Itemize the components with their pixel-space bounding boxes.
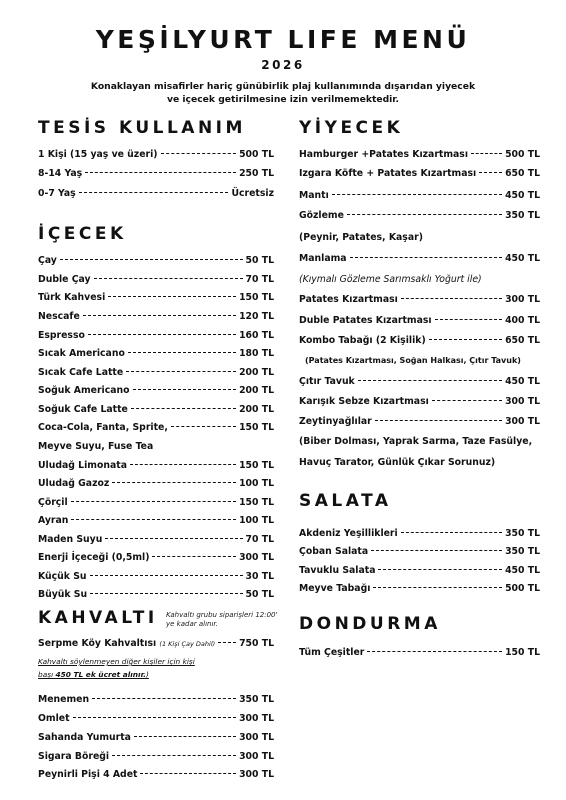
menu-item-continued: Meyve Suyu, Fuse Tea: [38, 441, 154, 452]
menu-item: [38, 497, 274, 511]
item-price: 100 TL: [239, 515, 274, 526]
menu-item: [299, 396, 540, 410]
leader-dots: [73, 716, 237, 718]
leader-dots: [171, 425, 236, 427]
item-name: Izgara Köfte + Patates Kızartması: [299, 168, 477, 179]
menu-item: [299, 210, 540, 224]
item-name: Menemen: [38, 694, 90, 705]
item-price: 300 TL: [239, 751, 274, 762]
leader-dots: [88, 333, 236, 335]
item-price: 120 TL: [239, 311, 274, 322]
item-price: 450 TL: [505, 190, 540, 201]
item-price: 200 TL: [239, 367, 274, 378]
leader-dots: [140, 772, 236, 774]
menu-item: [299, 190, 540, 204]
leader-dots: [435, 318, 502, 320]
item-name: 1 Kişi (15 yaş ve üzeri): [38, 149, 158, 160]
item-name: Akdeniz Yeşillikleri: [299, 528, 398, 539]
zeytinyaglilar-note-line1: (Biber Dolması, Yaprak Sarma, Taze Fasülye,: [299, 436, 533, 447]
item-price: 160 TL: [239, 330, 274, 341]
item-price: 750 TL: [239, 638, 274, 649]
menu-item: [38, 292, 274, 306]
item-name: Hamburger +Patates Kızartması: [299, 149, 469, 160]
menu-item: [299, 565, 540, 579]
item-name: 0-7 Yaş: [38, 188, 76, 199]
leader-dots: [371, 549, 502, 551]
menu-item: [38, 404, 274, 418]
item-price: 650 TL: [505, 335, 540, 346]
item-price: 650 TL: [505, 168, 540, 179]
item-name: Uludağ Gazoz: [38, 478, 110, 489]
item-price: 300 TL: [505, 416, 540, 427]
menu-item: [38, 589, 274, 603]
item-name: Küçük Su: [38, 571, 87, 582]
menu-item: [38, 571, 274, 585]
item-price: 350 TL: [505, 546, 540, 557]
menu-item: [299, 168, 540, 182]
item-price: 300 TL: [505, 396, 540, 407]
item-name: Gözleme: [299, 210, 344, 221]
menu-item: [299, 315, 540, 329]
item-price: 50 TL: [245, 589, 274, 600]
note-fee: 450 TL ek ücret alınır.: [55, 670, 146, 679]
item-price: 500 TL: [505, 583, 540, 594]
menu-item: [299, 647, 540, 661]
item-price: 500 TL: [505, 149, 540, 160]
leader-dots: [60, 258, 243, 260]
extra-person-note-line1: Kahvaltı söylenmeyen diğer kişiler için kişi: [38, 657, 195, 666]
leader-dots: [71, 500, 236, 502]
item-price: 250 TL: [239, 168, 274, 179]
item-name: Çörçil: [38, 497, 68, 508]
item-price: 300 TL: [239, 713, 274, 724]
item-price: 150 TL: [239, 422, 274, 433]
leader-dots: [112, 481, 236, 483]
gozleme-note: (Peynir, Patates, Kaşar): [299, 232, 423, 243]
item-price: 400 TL: [505, 315, 540, 326]
leader-dots: [79, 191, 229, 193]
item-price: 450 TL: [505, 253, 540, 264]
item-name: 8-14 Yaş: [38, 168, 83, 179]
item-name: Karışık Sebze Kızartması: [299, 396, 429, 407]
item-name: Serpme Köy Kahvaltısı: [38, 638, 157, 649]
menu-item: [38, 274, 274, 288]
item-price: 300 TL: [505, 294, 540, 305]
item-name: Tüm Çeşitler: [299, 647, 365, 658]
item-price: 350 TL: [239, 694, 274, 705]
leader-dots: [130, 463, 236, 465]
section-title-yiyecek: YİYECEK: [299, 118, 404, 138]
item-name: Maden Suyu: [38, 534, 103, 545]
menu-item: [299, 253, 540, 267]
item-price: 450 TL: [505, 565, 540, 576]
item-name: Coca-Cola, Fanta, Sprite,: [38, 422, 168, 433]
item-name: Duble Çay: [38, 274, 91, 285]
item-name: Peynirli Pişi 4 Adet: [38, 769, 138, 780]
note-suffix: ): [145, 670, 149, 679]
menu-item: [38, 751, 274, 765]
leader-dots: [134, 735, 236, 737]
item-name: Türk Kahvesi: [38, 292, 106, 303]
menu-item: [299, 546, 540, 560]
outside-food-notice: Konaklayan misafirler hariç günübirlik plaj kullanımında dışarıdan yiyecek ve içecek getirilmesine izin verilmemektedir.: [90, 81, 476, 105]
section-title-tesis: TESİS KULLANIM: [38, 118, 246, 138]
item-price: 300 TL: [239, 732, 274, 743]
item-name: Zeytinyağlılar: [299, 416, 372, 427]
menu-item: [299, 376, 540, 390]
section-title-kahvalti: KAHVALTI: [38, 608, 158, 628]
item-name: Mantı: [299, 190, 329, 201]
item-price: 100 TL: [239, 478, 274, 489]
menu-item: [38, 168, 274, 182]
item-name: Patates Kızartması: [299, 294, 398, 305]
leader-dots: [347, 213, 502, 215]
leader-dots: [471, 152, 502, 154]
leader-dots: [85, 171, 236, 173]
item-price: 180 TL: [239, 348, 274, 359]
leader-dots: [218, 641, 236, 643]
menu-item: [38, 713, 274, 727]
item-name: Sahanda Yumurta: [38, 732, 131, 743]
menu-year: 2026: [261, 58, 305, 72]
item-name: Meyve Tabağı: [299, 583, 371, 594]
item-name: Espresso: [38, 330, 85, 341]
menu-item: [299, 335, 540, 349]
menu-item: [38, 478, 274, 492]
leader-dots: [126, 370, 236, 372]
item-name: Ayran: [38, 515, 69, 526]
left-column: [38, 0, 278, 800]
section-title-icecek: İÇECEK: [38, 224, 127, 244]
item-price: 350 TL: [505, 528, 540, 539]
item-price: 150 TL: [239, 292, 274, 303]
menu-item-serpme: [38, 638, 274, 652]
item-name: Tavuklu Salata: [299, 565, 376, 576]
section-title-dondurma: DONDURMA: [299, 614, 441, 634]
leader-dots: [131, 407, 236, 409]
manlama-note: (Kıymalı Gözleme Sarımsaklı Yoğurt ile): [299, 274, 482, 285]
item-price: 200 TL: [239, 404, 274, 415]
item-price: Ücretsiz: [231, 188, 274, 199]
menu-item: [38, 732, 274, 746]
menu-item: [299, 416, 540, 430]
item-name: Çoban Salata: [299, 546, 369, 557]
item-price: 500 TL: [239, 149, 274, 160]
item-extra: (1 Kişi Çay Dahil): [159, 640, 216, 648]
menu-item: [38, 255, 274, 269]
item-price: 300 TL: [239, 552, 274, 563]
menu-item: [38, 330, 274, 344]
leader-dots: [92, 697, 236, 699]
item-price: 450 TL: [505, 376, 540, 387]
item-price: 150 TL: [505, 647, 540, 658]
menu-title: YEŞİLYURT LIFE MENÜ: [95, 25, 471, 54]
item-name: Duble Patates Kızartması: [299, 315, 432, 326]
item-price: 150 TL: [239, 497, 274, 508]
menu-item: [38, 769, 274, 783]
item-name: Büyük Su: [38, 589, 88, 600]
item-name: Soğuk Americano: [38, 385, 130, 396]
leader-dots: [90, 574, 243, 576]
menu-item: [38, 422, 274, 436]
leader-dots: [373, 586, 502, 588]
leader-dots: [90, 592, 242, 594]
leader-dots: [429, 338, 502, 340]
menu-item: [299, 294, 540, 308]
item-name: Sıcak Cafe Latte: [38, 367, 124, 378]
leader-dots: [128, 351, 236, 353]
menu-item: [38, 188, 274, 202]
menu-item: [38, 534, 274, 548]
item-price: 50 TL: [245, 255, 274, 266]
right-column: [299, 0, 540, 800]
leader-dots: [108, 295, 236, 297]
item-name: Enerji İçeceği (0,5ml): [38, 552, 150, 563]
item-name: Çıtır Tavuk: [299, 376, 355, 387]
section-title-salata: SALATA: [299, 491, 392, 511]
leader-dots: [94, 277, 243, 279]
item-name: Uludağ Limonata: [38, 460, 127, 471]
leader-dots: [378, 568, 502, 570]
leader-dots: [83, 314, 236, 316]
leader-dots: [133, 388, 237, 390]
leader-dots: [479, 171, 502, 173]
zeytinyaglilar-note-line2: Havuç Tarator, Günlük Çıkar Sorunuz): [299, 457, 496, 468]
leader-dots: [432, 399, 502, 401]
leader-dots: [358, 379, 502, 381]
menu-item: [38, 515, 274, 529]
item-name: Sıcak Americano: [38, 348, 125, 359]
menu-item: [38, 311, 274, 325]
menu-item: [38, 694, 274, 708]
item-name: Kombo Tabağı (2 Kişilik): [299, 335, 426, 346]
note-prefix: başı: [38, 670, 56, 679]
menu-item: [299, 149, 540, 163]
item-price: 350 TL: [505, 210, 540, 221]
menu-item: [38, 149, 274, 163]
menu-item: [38, 367, 274, 381]
menu-item: [38, 348, 274, 362]
kombo-note: (Patates Kızartması, Soğan Halkası, Çıtır Tavuk): [305, 356, 521, 365]
item-price: 70 TL: [245, 534, 274, 545]
item-price: 150 TL: [239, 460, 274, 471]
leader-dots: [71, 518, 236, 520]
item-name: Sigara Böreği: [38, 751, 110, 762]
leader-dots: [112, 754, 236, 756]
item-name: Çay: [38, 255, 57, 266]
leader-dots: [367, 650, 502, 652]
menu-item: [299, 583, 540, 597]
menu-item: [38, 385, 274, 399]
item-price: 70 TL: [245, 274, 274, 285]
item-price: 200 TL: [239, 385, 274, 396]
menu-item: [299, 528, 540, 542]
leader-dots: [375, 419, 502, 421]
item-price: 300 TL: [239, 769, 274, 780]
kahvalti-hours-note: Kahvaltı grubu siparişleri 12:00' ye kadar alınır.: [166, 611, 278, 628]
extra-person-note-line2: [38, 669, 149, 680]
leader-dots: [161, 152, 237, 154]
item-name: Omlet: [38, 713, 70, 724]
leader-dots: [105, 537, 242, 539]
menu-item: [38, 552, 274, 566]
leader-dots: [401, 531, 502, 533]
leader-dots: [350, 256, 503, 258]
item-name: Nescafe: [38, 311, 80, 322]
item-name: Manlama: [299, 253, 347, 264]
item-name: Soğuk Cafe Latte: [38, 404, 128, 415]
leader-dots: [332, 193, 502, 195]
menu-item: [38, 460, 274, 474]
leader-dots: [401, 297, 502, 299]
leader-dots: [152, 555, 236, 557]
item-price: 30 TL: [245, 571, 274, 582]
